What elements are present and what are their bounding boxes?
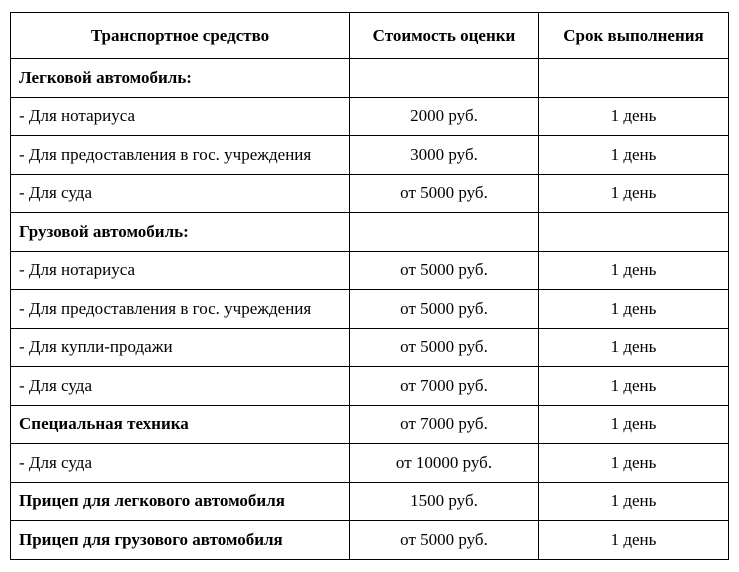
term-cell: 1 день [539,367,729,406]
table-row [11,290,729,329]
price-cell: от 5000 руб. [350,174,539,213]
term-cell: 1 день [539,97,729,136]
term-cell [539,59,729,98]
vehicle-cell: - Для купли-продажи [11,328,350,367]
column-header-vehicle: Транспортное средство [11,13,350,59]
price-cell: от 5000 руб. [350,251,539,290]
vehicle-cell: - Для предоставления в гос. учреждения [11,136,350,175]
table-row [11,251,729,290]
price-cell: от 7000 руб. [350,367,539,406]
vehicle-cell: - Для нотариуса [11,97,350,136]
price-cell: 3000 руб. [350,136,539,175]
table-row [11,521,729,560]
term-cell [539,213,729,252]
table-row [11,59,729,98]
vehicle-cell: Прицеп для грузового автомобиля [11,521,350,560]
price-cell: от 10000 руб. [350,444,539,483]
table-row [11,405,729,444]
table-header-row [11,13,729,59]
column-header-price: Стоимость оценки [350,13,539,59]
term-cell: 1 день [539,482,729,521]
vehicle-cell: Специальная техника [11,405,350,444]
price-cell: 1500 руб. [350,482,539,521]
term-cell: 1 день [539,174,729,213]
vehicle-cell: - Для суда [11,444,350,483]
term-cell: 1 день [539,328,729,367]
table-body [11,59,729,560]
vehicle-cell: - Для суда [11,174,350,213]
price-cell: от 5000 руб. [350,521,539,560]
term-cell: 1 день [539,521,729,560]
table-row [11,213,729,252]
column-header-term: Срок выполнения [539,13,729,59]
table-row [11,367,729,406]
table-row [11,482,729,521]
table-row [11,174,729,213]
term-cell: 1 день [539,251,729,290]
price-cell: от 7000 руб. [350,405,539,444]
vehicle-cell: - Для предоставления в гос. учреждения [11,290,350,329]
table-row [11,136,729,175]
vehicle-cell: Легковой автомобиль: [11,59,350,98]
table-row [11,444,729,483]
price-table [10,12,729,560]
price-cell [350,59,539,98]
vehicle-cell: Прицеп для легкового автомобиля [11,482,350,521]
price-cell: 2000 руб. [350,97,539,136]
price-cell: от 5000 руб. [350,290,539,329]
price-cell: от 5000 руб. [350,328,539,367]
term-cell: 1 день [539,444,729,483]
term-cell: 1 день [539,405,729,444]
vehicle-cell: - Для нотариуса [11,251,350,290]
term-cell: 1 день [539,136,729,175]
term-cell: 1 день [539,290,729,329]
table-row [11,328,729,367]
vehicle-cell: Грузовой автомобиль: [11,213,350,252]
vehicle-cell: - Для суда [11,367,350,406]
price-cell [350,213,539,252]
table-row [11,97,729,136]
